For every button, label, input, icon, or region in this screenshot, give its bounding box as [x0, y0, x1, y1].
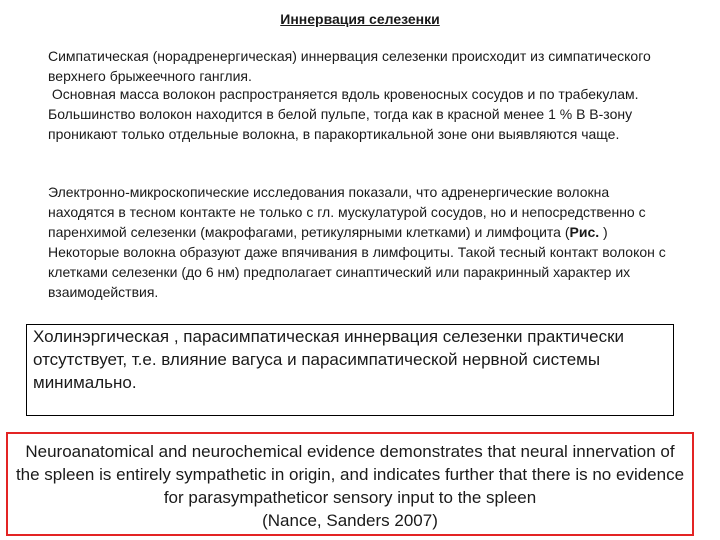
cholinergic-innervation-box [26, 324, 674, 416]
figure-reference: Рис. [569, 224, 600, 240]
english-quote-box [6, 432, 694, 536]
electron-microscopy-text-start: Электронно-микроскопические исследования показали, что адренергические волокна находятся в тесном контакте не только с гл. мускулатурой сосудов, но и непосредственно с паренхимой селезенки (макрофагами, ретикулярными клетками) и лимфоцита ( [48, 184, 646, 240]
cholinergic-innervation-text: Холинэргическая , парасимпатическая иннервация селезенки практически отсутствует, т.е. влияние вагуса и парасимпатической нервной системы минимально. [33, 327, 625, 392]
electron-microscopy-paragraph [48, 182, 678, 302]
fiber-distribution-text: Основная масса волокон распространяется вдоль кровеносных сосудов и по трабекулам. Большинство волокон находится в белой пульпе, тогда как в красной менее 1 % В В-зону проникают только отдельные волокна, в паракортикальной зоне они выявляются чаще. [48, 86, 639, 142]
sympathetic-innervation-paragraph: Симпатическая (норадренергическая) иннервация селезенки происходит из симпатического верхнего брыжеечного ганглия. [48, 48, 651, 84]
quote-citation: (Nance, Sanders 2007) [262, 511, 438, 530]
electron-microscopy-text-end: ) Некоторые волокна образуют даже впячивания в лимфоциты. Такой тесный контакт волокон с клетками селезенки (до 6 нм) предполагает синаптический или паракринный характер их взаимодействия. [48, 224, 666, 300]
page-title: Иннервация селезенки [280, 11, 440, 27]
english-quote-text: Neuroanatomical and neurochemical evidence demonstrates that neural innervation of the spleen is entirely sympathetic in origin, and indicates further that there is no evidence for parasympatheticor sensory input to the spleen [15, 442, 685, 507]
fiber-distribution-paragraph [48, 84, 678, 144]
